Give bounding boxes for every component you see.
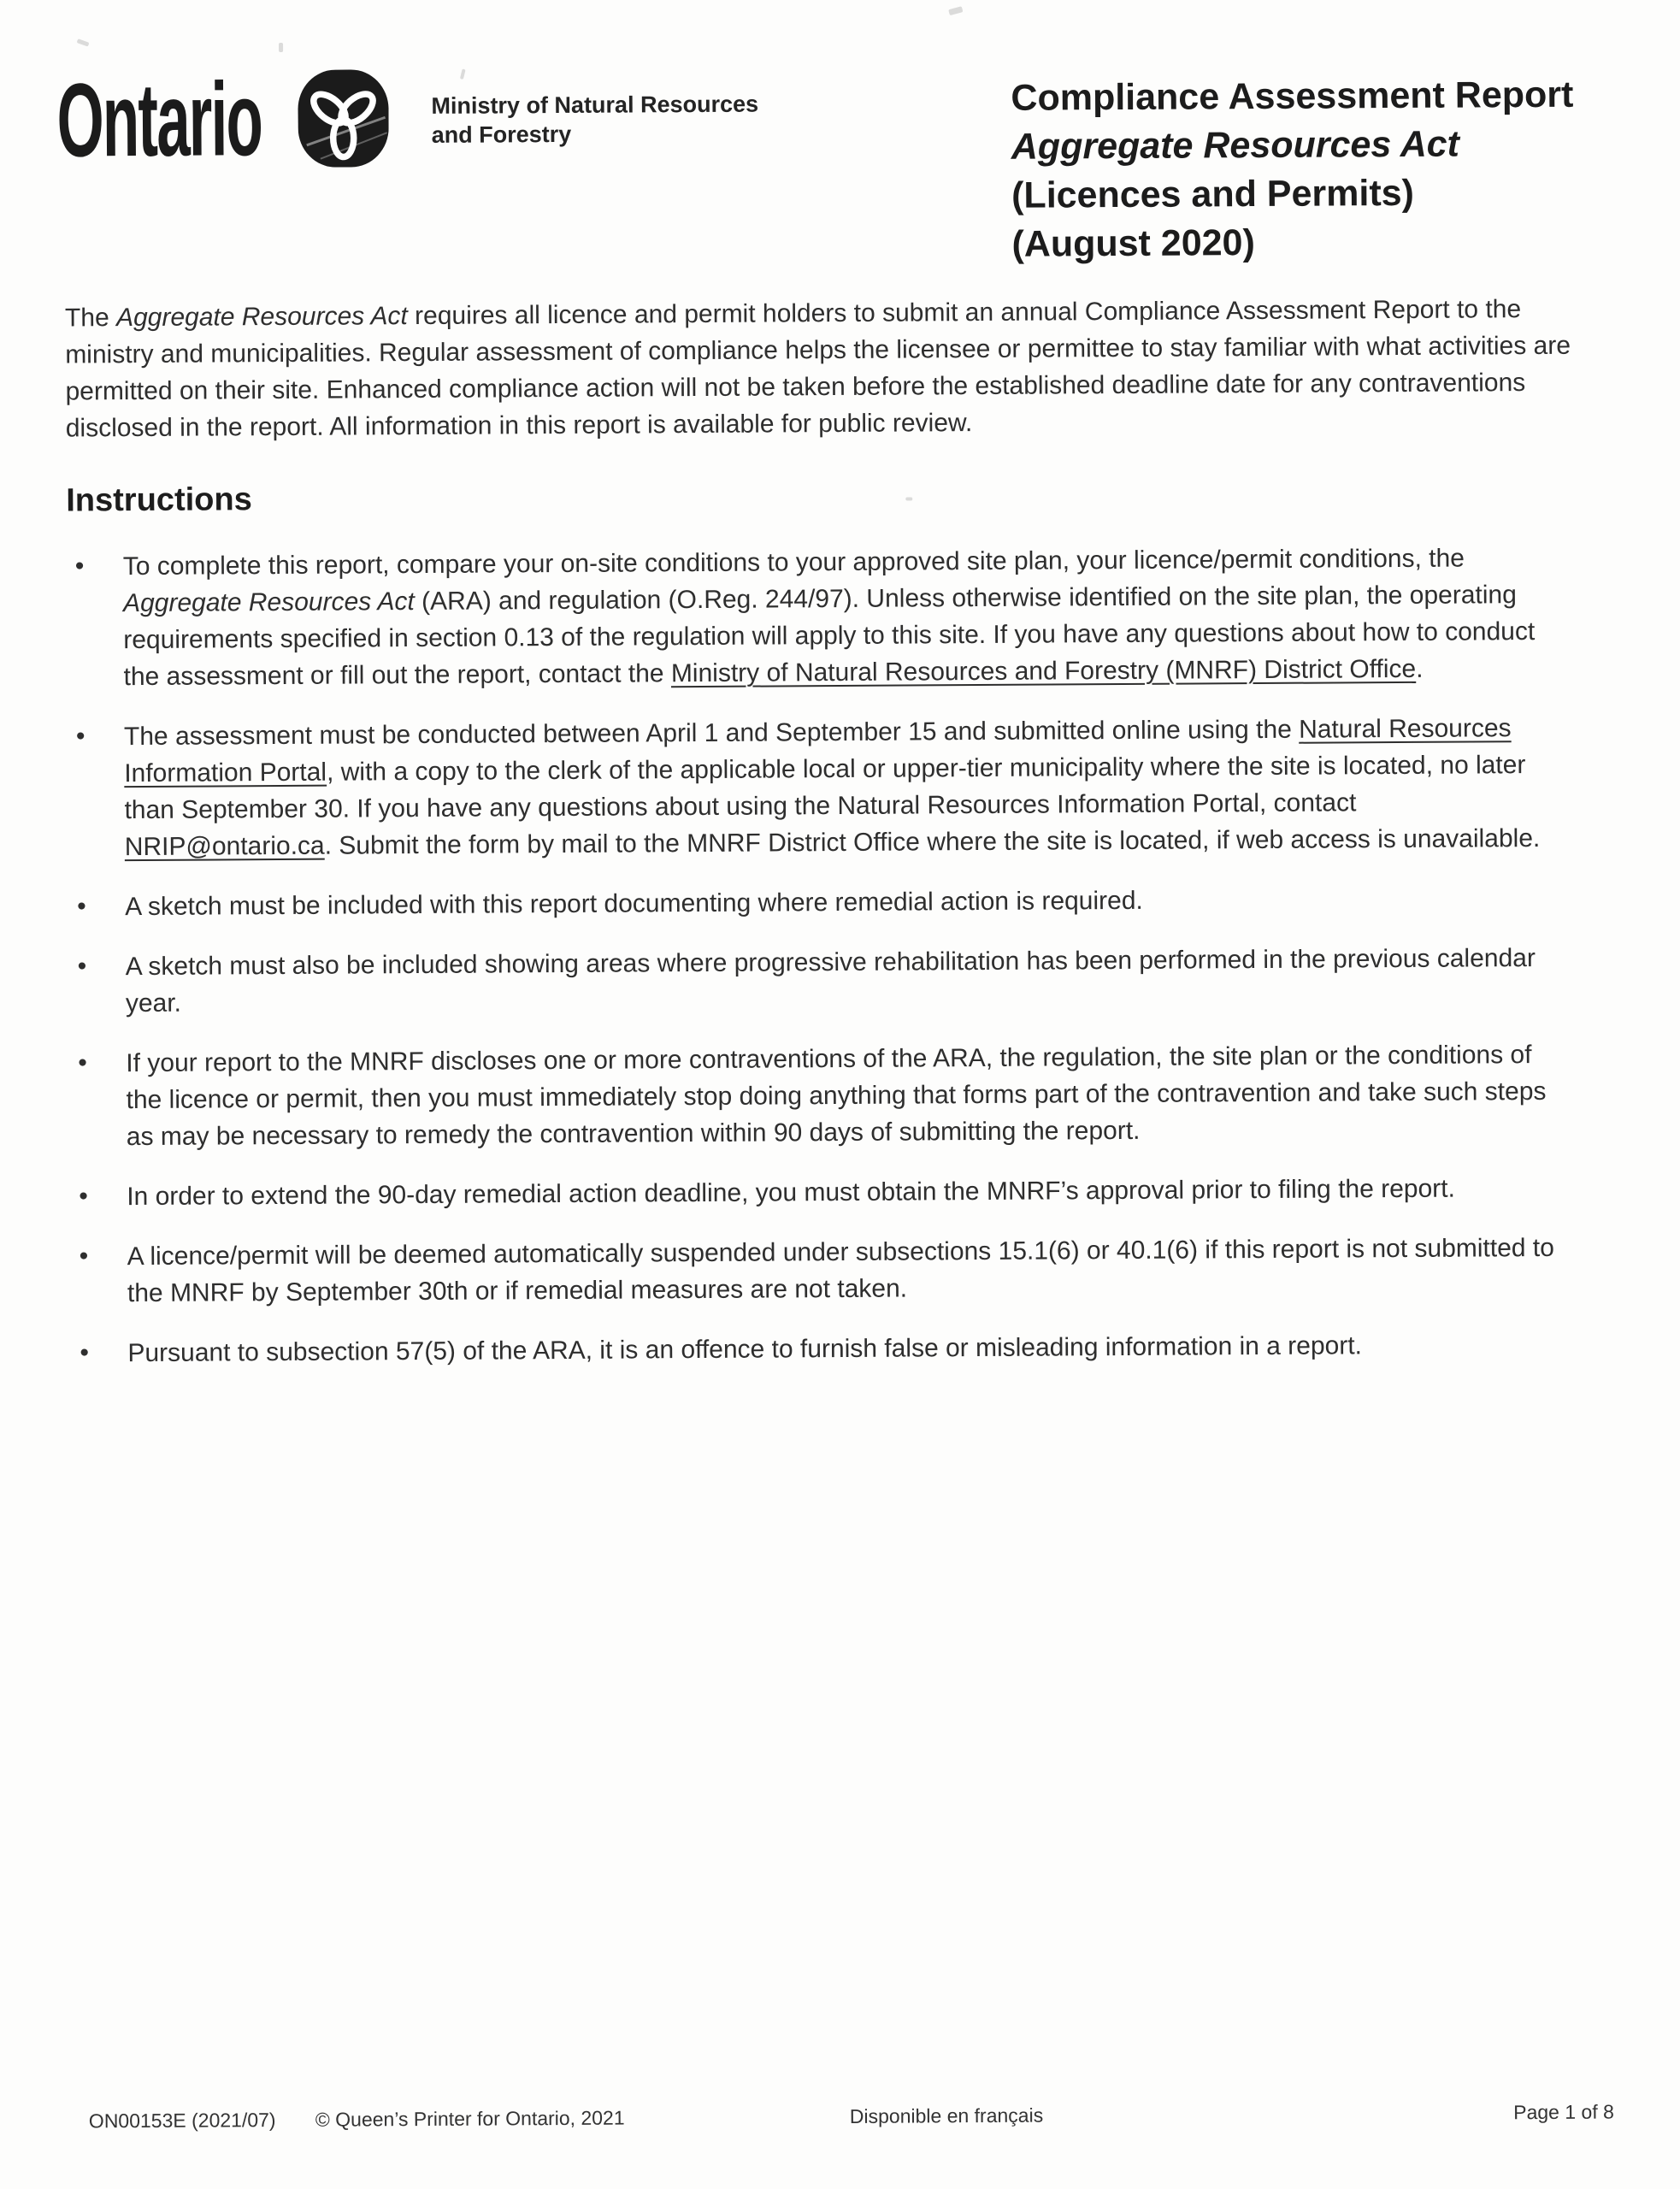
- ontario-wordmark: Ontario: [56, 61, 262, 179]
- page-indicator: Page 1 of 8: [1513, 2100, 1614, 2124]
- text-segment: .: [1416, 654, 1424, 683]
- instruction-item: [68, 710, 1560, 866]
- instruction-item: [70, 1170, 1562, 1216]
- link-text[interactable]: Ministry of Natural Resources and Forestry (MNRF) District Office: [670, 654, 1417, 688]
- ministry-name: [431, 90, 758, 150]
- text-segment: A sketch must be included with this report documenting where remedial action is required.: [125, 886, 1143, 922]
- copyright-notice: © Queen’s Printer for Ontario, 2021: [315, 2106, 625, 2131]
- text-segment: To complete this report, compare your on-site conditions to your approved site plan, your licence/permit conditions, the: [122, 544, 1465, 581]
- document-body: [65, 290, 1615, 1395]
- text-segment: A licence/permit will be deemed automatically suspended under subsections 15.1(6) or 40.1(6) if this report is not submitted to the MNRF by September 30th or if remedial measures are not taken.: [127, 1233, 1554, 1308]
- scan-speck: [279, 43, 283, 52]
- scan-speck: [460, 68, 466, 80]
- title-line-2: Aggregate Resources Act: [1011, 123, 1460, 168]
- link-text[interactable]: Natural Resources Information Portal: [124, 714, 1512, 788]
- document-title: [1011, 70, 1627, 268]
- title-line-1: Compliance Assessment Report: [1011, 74, 1574, 119]
- title-line-3: (Licences and Permits): [1011, 172, 1415, 216]
- link-text[interactable]: NRIP@ontario.ca: [124, 831, 325, 862]
- text-segment: requires all licence and permit holders to submit an annual Compliance Assessment Report to the ministry and municipalities. Regular assessment of compliance helps the licensee or permittee to stay familiar with what activities are permitted on their site. Enhanced compliance action will not be taken before the established deadline date for any contraventions disclosed in the report. All information in this report is available for public review.: [65, 295, 1571, 443]
- text-segment: (ARA) and regulation (O.Reg. 244/97). Unless otherwise identified on the site plan, the operating requirements specified in section 0.13 of the regulation will apply to this site. If you have any questions about how to conduct the assessment or fill out the report, contact the: [123, 581, 1536, 692]
- instruction-item: [67, 540, 1559, 696]
- text-segment: In order to extend the 90-day remedial action deadline, you must obtain the MNRF’s approval prior to filing the report.: [127, 1174, 1455, 1212]
- text-segment: If your report to the MNRF discloses one or more contraventions of the ARA, the regulation, the site plan or the conditions of the licence or permit, then you must immediately stop doing anything that forms part of the contravention and take such steps as may be necessary to remedy the contravention within 90 days of submitting the report.: [126, 1041, 1547, 1152]
- instruction-item: [71, 1230, 1563, 1313]
- intro-paragraph: [65, 290, 1609, 446]
- text-segment: , with a copy to the clerk of the applicable local or upper-tier municipality where the site is located, no later than September 30. If you have any questions about using the Natural Resources Information Portal, contact: [124, 751, 1526, 825]
- instruction-item: [69, 1036, 1562, 1156]
- form-number: ON00153E (2021/07): [88, 2109, 276, 2133]
- instructions-list: [67, 540, 1564, 1372]
- instruction-item: [71, 1326, 1563, 1372]
- title-line-4: (August 2020): [1011, 222, 1255, 265]
- text-segment: Aggregate Resources Act: [122, 587, 415, 618]
- text-segment: The: [64, 304, 117, 333]
- text-segment: . Submit the form by mail to the MNRF District Office where the site is located, if web access is unavailable.: [324, 823, 1541, 860]
- page-footer: [8, 2100, 1680, 2145]
- ministry-line-2: and Forestry: [431, 121, 572, 148]
- text-segment: Aggregate Resources Act: [115, 302, 408, 333]
- ontario-trillium-icon: [298, 69, 389, 172]
- text-segment: The assessment must be conducted between April 1 and September 15 and submitted online using the: [123, 715, 1300, 752]
- instruction-item: [69, 940, 1561, 1023]
- french-availability-note: Disponible en français: [849, 2103, 1044, 2127]
- ministry-line-1: Ministry of Natural Resources: [431, 91, 759, 119]
- instructions-heading: Instructions: [66, 481, 252, 519]
- instruction-item: [68, 880, 1560, 926]
- scan-speck: [948, 6, 963, 15]
- ontario-brand: [56, 61, 410, 179]
- scan-speck: [77, 38, 90, 46]
- text-segment: Pursuant to subsection 57(5) of the ARA, it is an offence to furnish false or misleading information in a report.: [127, 1331, 1363, 1368]
- text-segment: A sketch must also be included showing areas where progressive rehabilitation has been performed in the previous calendar year.: [125, 944, 1536, 1018]
